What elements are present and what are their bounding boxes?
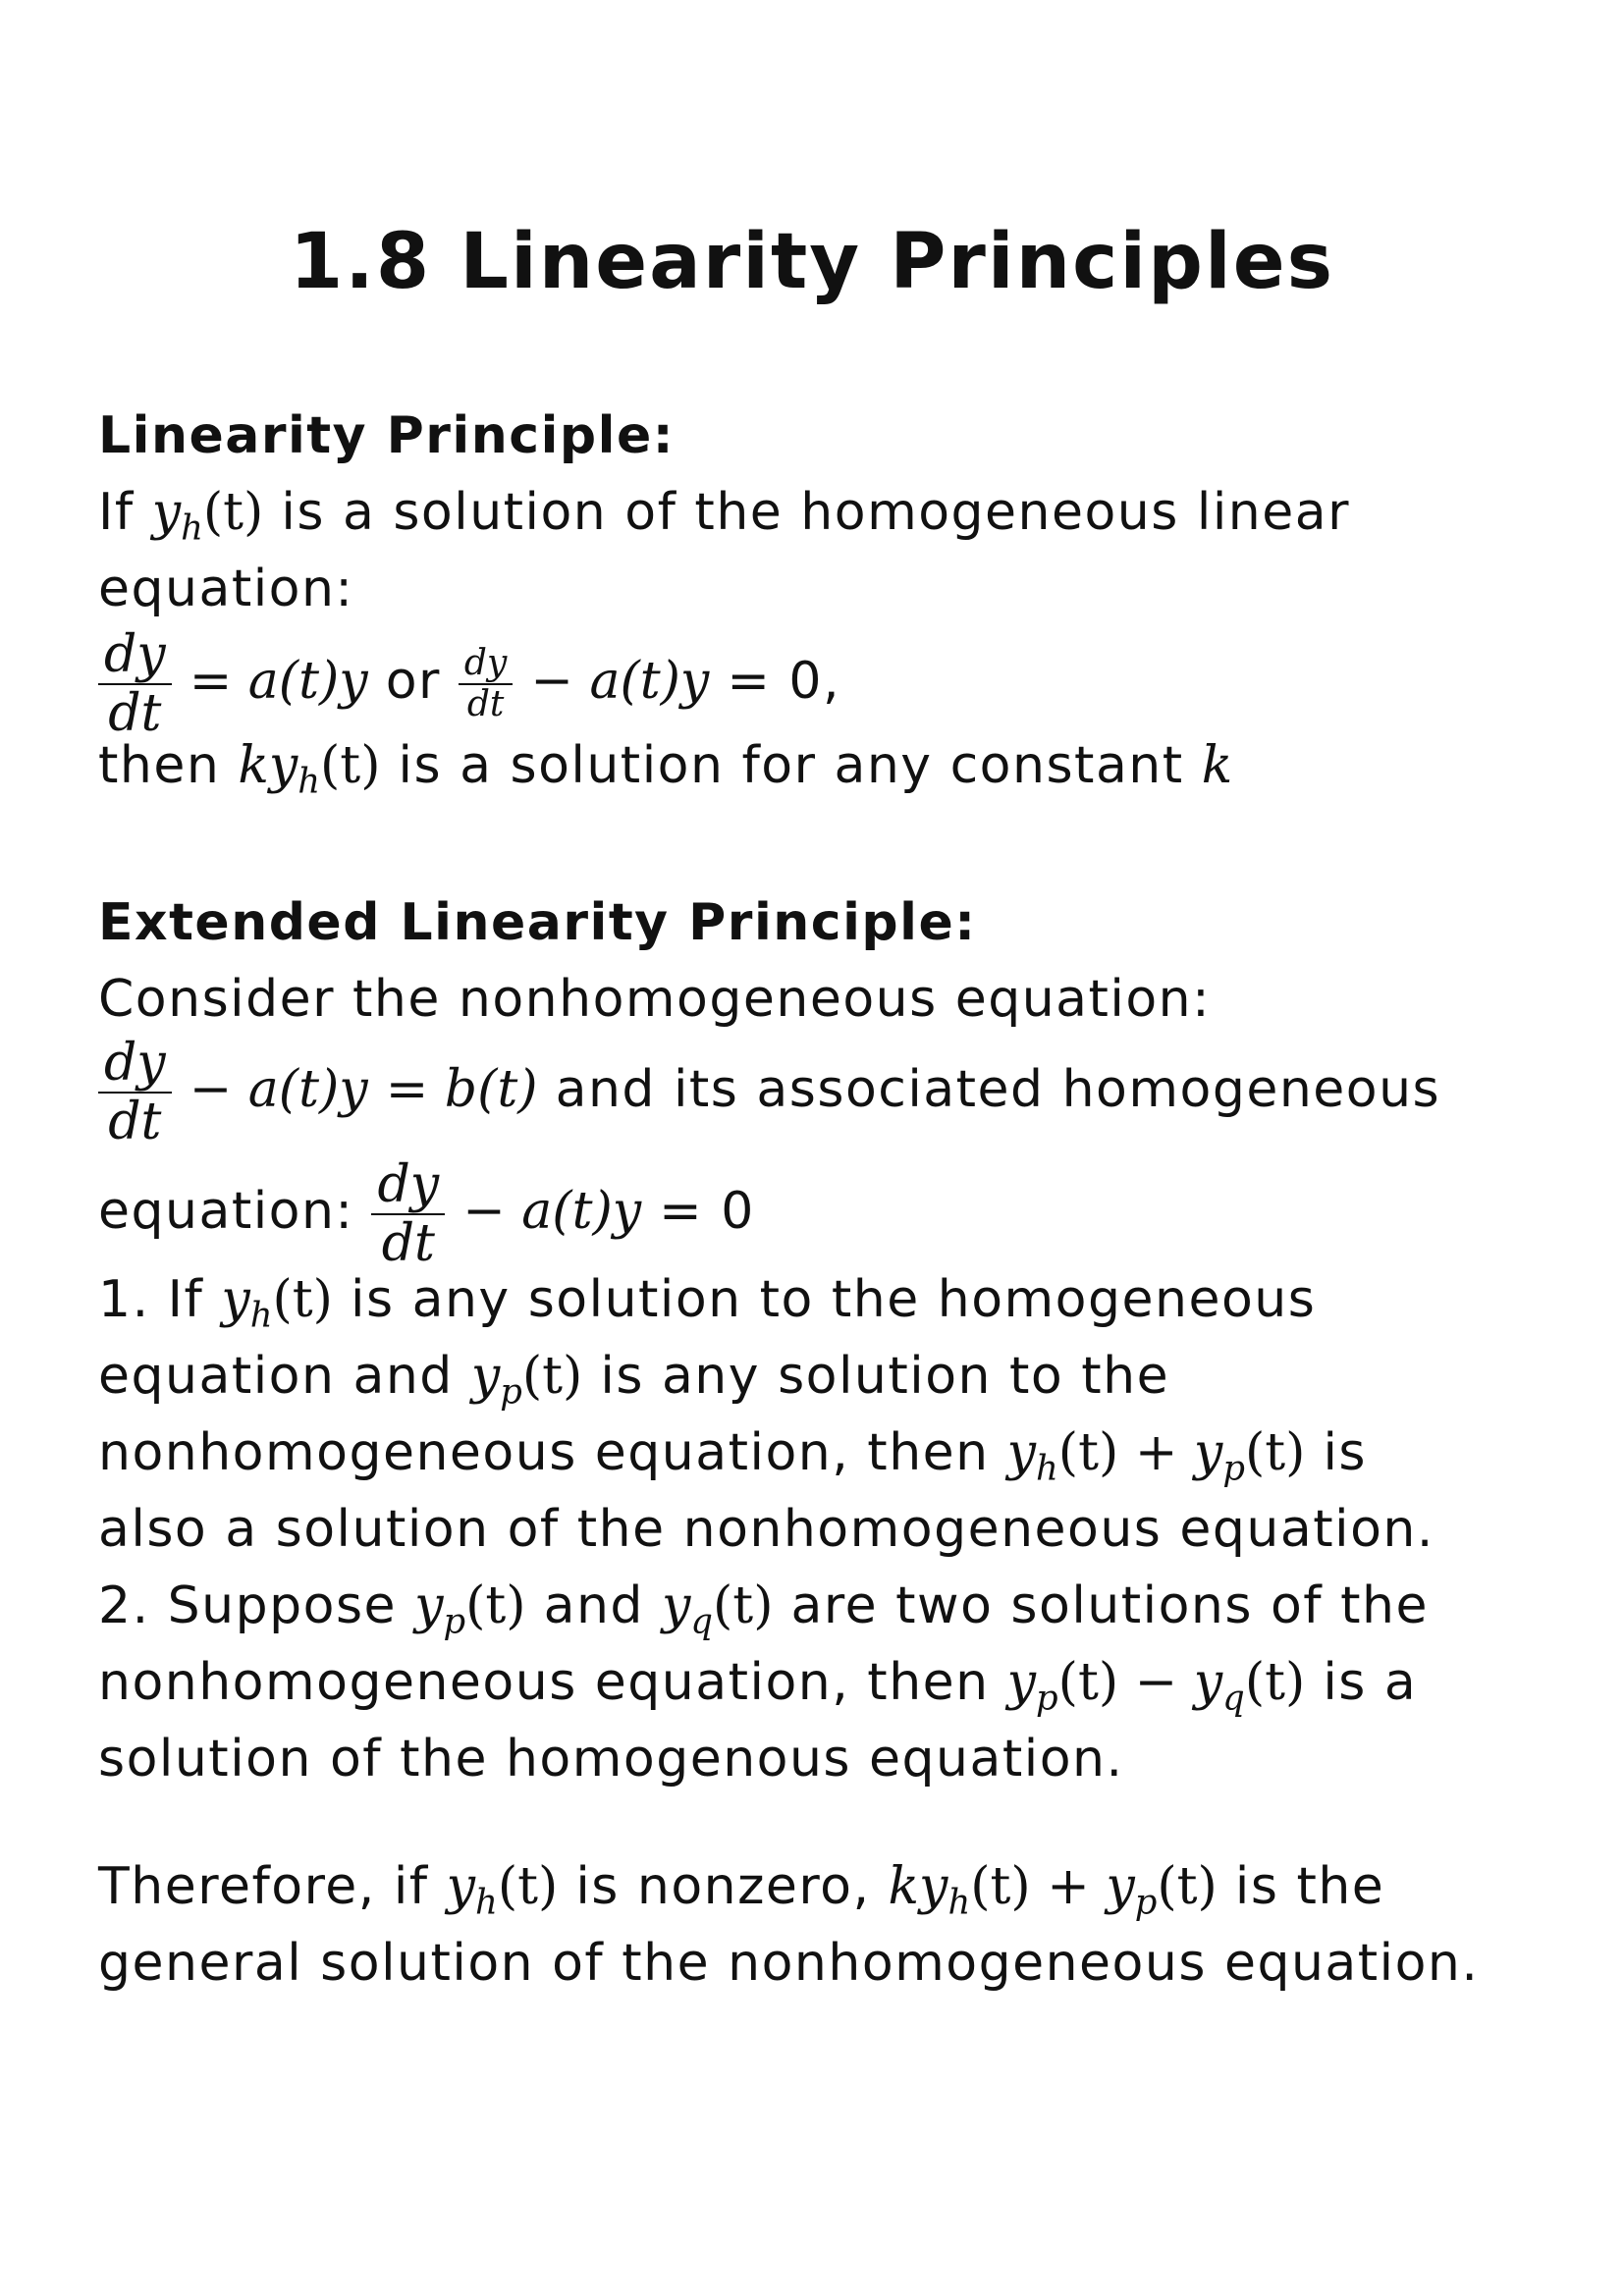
linearity-then-line	[98, 736, 1233, 802]
math-yh-plus-yp: $y_h(t) + y_p(t)$	[1006, 1423, 1306, 1489]
conclusion-line-2: general solution of the nonhomogeneous equation.	[98, 1934, 1480, 1993]
page-title: 1.8 Linearity Principles	[289, 218, 1335, 306]
item1-c-pre: nonhomogeneous equation, then	[98, 1423, 990, 1482]
math-yp: $y_p(t)$	[470, 1347, 583, 1413]
math-eq-zero: = 0	[659, 1182, 755, 1242]
item1-b-post: is any solution to the	[600, 1347, 1170, 1406]
dy-dt-fraction: $\frac{dy}{dt}$	[98, 1035, 172, 1150]
math-minus-a: − a(t)y	[462, 1182, 642, 1242]
math-kyh-plus-yp: $ky_h(t) + y_p(t)$	[888, 1857, 1218, 1923]
item2-line-c: solution of the homogenous equation.	[98, 1730, 1124, 1789]
conclusion-post: is the	[1234, 1857, 1385, 1916]
item1-a-post: is any solution to the homogeneous	[351, 1270, 1317, 1329]
item2-b-post: is a	[1323, 1653, 1418, 1712]
math-yq: $y_q(t)$	[661, 1576, 774, 1642]
linearity-intro-line	[98, 483, 1350, 549]
item1-line-b	[98, 1347, 1170, 1413]
item1-line-a	[98, 1270, 1317, 1336]
item2-a-pre: 2. Suppose	[98, 1576, 398, 1635]
item2-a-mid: and	[543, 1576, 644, 1635]
item2-a-post: are two solutions of the	[790, 1576, 1429, 1635]
equation-label: equation:	[98, 1182, 354, 1242]
math-k: k	[1201, 736, 1233, 795]
math-yp: $y_p(t)$	[414, 1576, 526, 1642]
linearity-heading: Linearity Principle:	[98, 406, 676, 465]
item1-b-pre: equation and	[98, 1347, 454, 1406]
dy-dt-fraction: $\frac{dy}{dt}$	[98, 626, 172, 742]
dy-dt-fraction-small: $\frac{dy}{dt}$	[459, 644, 513, 725]
math-minus-a: − a(t)y	[189, 1060, 368, 1120]
then-post: is a solution for any constant	[398, 736, 1184, 795]
extended-nonhom-line	[98, 1035, 1440, 1150]
item1-a-pre: 1. If	[98, 1270, 204, 1329]
math-yh: $y_h(t)$	[446, 1857, 559, 1923]
extended-consider: Consider the nonhomogeneous equation:	[98, 970, 1212, 1029]
math-yp-minus-yq: $y_p(t) - y_q(t)$	[1006, 1653, 1306, 1719]
conclusion-line-1	[98, 1857, 1385, 1923]
item2-b-pre: nonhomogeneous equation, then	[98, 1653, 990, 1712]
item1-line-d: also a solution of the nonhomogeneous equation.	[98, 1500, 1435, 1559]
assoc-text: and its associated homogeneous	[555, 1060, 1441, 1120]
math-yh: $y_h(t)$	[221, 1270, 333, 1336]
math-yh: $y_h(t)$	[151, 483, 264, 549]
extended-hom-line	[98, 1156, 755, 1272]
linearity-intro-pre: If	[98, 483, 135, 542]
dy-dt-fraction: $\frac{dy}{dt}$	[371, 1156, 445, 1272]
item2-line-a	[98, 1576, 1429, 1642]
linearity-intro-post: is a solution of the homogeneous linear	[281, 483, 1350, 542]
eq-tail: = 0,	[727, 652, 841, 712]
math-eq-bt: = b(t)	[385, 1060, 538, 1120]
extended-heading: Extended Linearity Principle:	[98, 893, 977, 952]
item2-line-b	[98, 1653, 1418, 1719]
conclusion-mid: is nonzero,	[575, 1857, 871, 1916]
linearity-ode-line	[98, 626, 840, 742]
item1-line-c	[98, 1423, 1368, 1489]
conclusion-pre: Therefore, if	[98, 1857, 429, 1916]
or-word: or	[385, 652, 441, 712]
math-kyh: $ky_h(t)$	[238, 736, 381, 802]
then-pre: then	[98, 736, 221, 795]
math-minus-a: − a(t)y	[530, 652, 710, 712]
linearity-equation-word: equation:	[98, 560, 354, 618]
item1-c-post: is	[1323, 1423, 1368, 1482]
math-eq-a: = a(t)y	[189, 652, 368, 712]
